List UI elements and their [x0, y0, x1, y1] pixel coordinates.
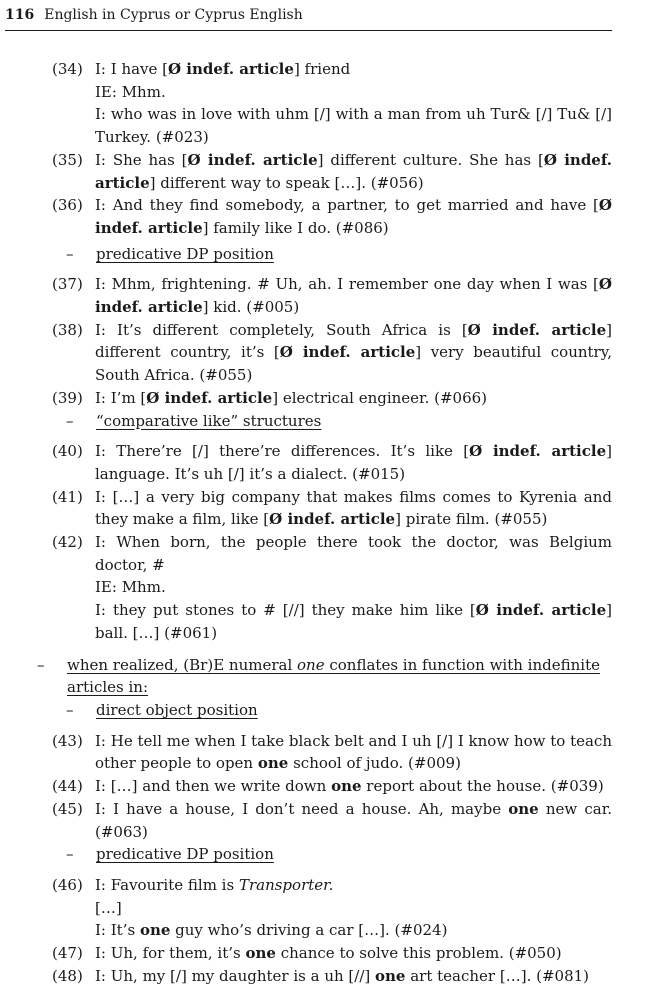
bold-term: Ø indef. article	[187, 150, 318, 169]
example-42	[52, 531, 612, 645]
example-40	[52, 440, 612, 485]
example-34	[52, 58, 612, 149]
text: I: She has [	[95, 150, 188, 169]
italic-term: one	[297, 655, 325, 674]
subheading-comparative	[66, 410, 612, 433]
text: I: It’s different completely, South Africa is [	[95, 320, 468, 339]
text: ] very beautiful country, South Africa. (#055)	[95, 343, 612, 385]
example-48	[52, 965, 612, 988]
text: I: I’m [	[95, 388, 147, 407]
bold-term: Ø indef. article	[146, 388, 273, 407]
example-46	[52, 874, 612, 942]
example-number: (45)	[52, 799, 83, 818]
example-text	[95, 319, 612, 387]
text: conflates in function with indefinite articles in:	[67, 655, 600, 697]
example-37	[52, 273, 612, 318]
text: ] different way to speak […]. (#056)	[149, 173, 424, 192]
dash-bullet: –	[66, 411, 74, 430]
example-text	[95, 730, 612, 775]
example-group	[0, 58, 650, 240]
example-45	[52, 798, 612, 843]
text-line	[95, 58, 612, 81]
example-text	[95, 273, 612, 318]
text-line	[95, 194, 612, 239]
text: I: […] and then we write down	[95, 777, 332, 796]
text: ] different culture. She has [	[317, 150, 544, 169]
example-text	[95, 531, 612, 645]
subheading-predicative-dp-2	[66, 843, 612, 866]
text: I: Favourite film is	[95, 875, 239, 894]
example-text	[95, 486, 612, 531]
subheading-text: “comparative like” structures	[96, 411, 322, 430]
heading-numeral-one	[37, 654, 612, 699]
example-text	[95, 194, 612, 239]
example-text	[95, 798, 612, 843]
example-number: (42)	[52, 533, 83, 552]
dash-bullet: –	[66, 244, 74, 263]
example-38	[52, 319, 612, 387]
text: ] kid. (#005)	[202, 298, 300, 317]
example-text	[95, 775, 612, 798]
text: ] electrical engineer. (#066)	[272, 388, 488, 407]
text-line	[95, 599, 612, 644]
bold-term: one	[139, 921, 171, 940]
text: I: […] a very big company that makes films comes to Kyrenia and they make a film, like [	[95, 487, 612, 529]
bold-term: one	[331, 777, 362, 796]
bold-term: Ø indef. article	[95, 275, 612, 317]
text: I: I have [	[95, 60, 169, 78]
bold-term: Ø indef. article	[95, 150, 612, 192]
example-number: (38)	[52, 320, 83, 339]
text: art teacher […]. (#081)	[405, 966, 590, 985]
text: ] ball. […] (#061)	[95, 601, 612, 642]
text: ] different country, it’s [	[95, 320, 612, 362]
example-text	[95, 874, 612, 942]
text: I: I have a house, I don’t need a house. Ah, maybe	[95, 799, 509, 818]
dash-bullet: –	[66, 700, 74, 719]
text: new car. (#063)	[95, 799, 612, 841]
text: ] friend	[293, 60, 351, 78]
bold-term: Ø indef. article	[168, 60, 294, 78]
text: ] language. It’s uh [/] it’s a dialect. (#015)	[95, 442, 612, 483]
subheading-text: predicative DP position	[96, 244, 274, 263]
example-number: (36)	[52, 196, 83, 215]
italic-title: Transporter.	[238, 875, 334, 894]
example-number: (37)	[52, 275, 83, 294]
subheading-direct-object	[66, 699, 612, 722]
text: I: There’re [/] there’re differences. It’s like [	[95, 442, 470, 461]
subheading-predicative-dp	[66, 243, 612, 266]
page-number: 116	[5, 7, 35, 23]
example-number: (47)	[52, 944, 83, 963]
example-number: (34)	[52, 60, 83, 78]
dash-bullet: –	[37, 655, 45, 674]
text: I: It’s	[95, 921, 140, 940]
text: I: they put stones to # [//] they make him like [	[95, 601, 476, 620]
example-text	[95, 58, 612, 149]
running-title: English in Cyprus or Cyprus English	[44, 7, 303, 23]
example-number: (40)	[52, 442, 83, 461]
text: ] pirate film. (#055)	[395, 510, 548, 529]
example-44	[52, 775, 612, 798]
example-47	[52, 942, 612, 965]
example-35	[52, 149, 612, 194]
dash-bullet: –	[66, 845, 74, 864]
example-number: (46)	[52, 875, 83, 894]
text-line	[95, 919, 612, 942]
text-line: IE: Mhm.	[95, 578, 166, 597]
text: school of judo. (#009)	[288, 754, 461, 773]
text: guy who’s driving a car […]. (#024)	[170, 921, 448, 940]
example-text	[95, 942, 612, 965]
text: report about the house. (#039)	[361, 777, 604, 796]
subheading-text: direct object position	[96, 700, 258, 719]
text-line	[95, 103, 612, 148]
text: I: And they find somebody, a partner, to get married and have [	[95, 196, 599, 215]
example-43	[52, 730, 612, 775]
page-body	[0, 58, 650, 987]
text-line	[95, 81, 612, 104]
example-number: (35)	[52, 150, 83, 169]
example-text	[95, 965, 612, 988]
heading-text	[67, 654, 612, 699]
text: I: He tell me when I take black belt and I uh [/] I know how to teach other people to open	[95, 731, 612, 773]
subheading-text: predicative DP position	[96, 845, 274, 864]
text: chance to solve this problem. (#050)	[275, 944, 562, 963]
example-text	[95, 387, 612, 410]
bold-term: Ø indef. article	[279, 343, 416, 362]
bold-term: one	[375, 966, 406, 985]
bold-term: one	[508, 799, 539, 818]
text: I: who was in love with uhm [/] with a man from uh Tur& [/] Tu& [/] Turkey. (#023)	[95, 105, 612, 147]
bold-term: Ø indef. article	[467, 320, 607, 339]
bold-term: Ø indef. article	[475, 601, 607, 620]
bold-term: Ø indef. article	[95, 196, 612, 237]
example-text	[95, 440, 612, 485]
bold-term: Ø indef. article	[269, 510, 396, 529]
text: IE: Mhm.	[95, 82, 166, 101]
bold-term: Ø indef. article	[469, 442, 607, 461]
example-36	[52, 194, 612, 239]
example-39	[52, 387, 612, 410]
text-line	[95, 149, 612, 194]
text: ] family like I do. (#086)	[202, 218, 389, 237]
text-line: I: When born, the people there took the doctor, was Belgium doctor, #	[95, 533, 612, 574]
example-41	[52, 486, 612, 531]
example-number: (44)	[52, 777, 83, 796]
text: I: Mhm, frightening. # Uh, ah. I remember one day when I was [	[95, 275, 599, 294]
running-header	[5, 4, 612, 31]
text-line	[95, 874, 612, 897]
text: when realized, (Br)E numeral	[67, 655, 298, 674]
text: I: Uh, my [/] my daughter is a uh [//]	[95, 966, 375, 985]
example-number: (43)	[52, 731, 83, 750]
bold-term: one	[257, 754, 289, 773]
example-number: (48)	[52, 966, 83, 985]
bold-term: one	[245, 944, 276, 963]
text: I: Uh, for them, it’s	[95, 944, 246, 963]
example-number: (41)	[52, 487, 83, 506]
text-line: […]	[95, 898, 122, 917]
example-number: (39)	[52, 388, 83, 407]
example-text	[95, 149, 612, 194]
